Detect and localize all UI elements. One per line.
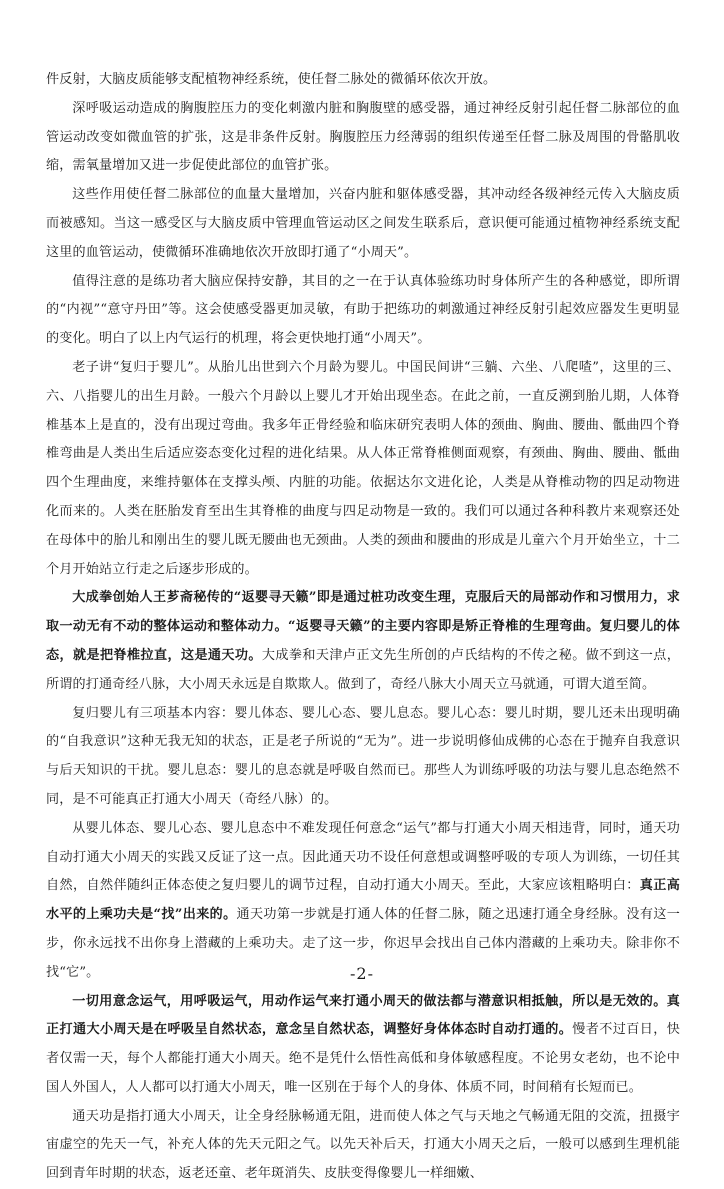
emphasized-text: 真正高水平的上乘功夫是“找”出来的。 (46, 878, 680, 923)
paragraph-text: 从婴儿体态、婴儿心态、婴儿息态中不难发现任何意念“运气”都与打通大小周天相违背，同时，通天功自动打通大小周天的实践又反证了这一点。因此通天功不设任何意想或调整呼吸的专项人为训练，一切任其自然，自然伴随纠正体态使之复归婴儿的调节过程，自动打通大小周天。至此，大家应该粗略明白： (46, 820, 680, 894)
paragraph-text: 深呼吸运动造成的胸腹腔压力的变化刺激内脏和胸腹壁的感受器，通过神经反射引起任督二脉部位的血管运动改变如微血管的扩张，这是非条件反射。胸腹腔压力经薄弱的组织传递至任督二脉及周围的骨骼肌收缩，需氧量增加又进一步促使此部位的血管扩张。 (46, 100, 680, 174)
paragraph-text: 大成拳和天津卢正文先生所创的卢氏结构的不传之秘。做不到这一点，所谓的打通奇经八脉，大小周天永远是自欺欺人。做到了，奇经八脉大小周天立马就通，可谓大道至简。 (46, 647, 680, 692)
paragraph-text: 通天功是指打通大小周天，让全身经脉畅通无阻，进而使人体之气与天地之气畅通无阻的交流，扭摄宇宙虚空的先天一气，补充人体的先天元阳之气。以先天补后天，打通大小周天之后，一般可以感到生理机能回到青年时期的状态，返老还童、老年斑消失、皮肤变得像婴儿一样细嫩、 (46, 1108, 680, 1182)
emphasized-text: 大成拳创始人王芗斋秘传的“返婴寻天籁”即是通过桩功改变生理，克服后天的局部动作和习惯用力，求取一动无有不动的整体运动和整体动力。“返婴寻天籁”的主要内容即是矫正脊椎的生理弯曲。复归婴儿的体态，就是把脊椎拉直，这是通天功。 (46, 590, 680, 663)
paragraph (46, 354, 680, 584)
paragraph (46, 700, 680, 815)
paragraph (46, 95, 680, 181)
paragraph-text: 复归婴儿有三项基本内容：婴儿体态、婴儿心态、婴儿息态。婴儿心态：婴儿时期，婴儿还未出现明确的“自我意识”这种无我无知的状态，正是老子所说的“无为”。进一步说明修仙成佛的心态在于抛弃自我意识与后天知识的干扰。婴儿息态：婴儿的息态就是呼吸自然而已。那些人为训练呼吸的功法与婴儿息态绝然不同，是不可能真正打通大小周天（奇经八脉）的。 (46, 705, 680, 807)
paragraph (46, 1103, 680, 1189)
paragraph-text: 慢者不过百日，快者仅需一天，每个人都能打通大小周天。绝不是凭什么悟性高低和身体敏感程度。不论男女老幼，也不论中国人外国人，人人都可以打通大小周天，唯一区别在于每个人的身体、体质不同，时间稍有长短而已。 (46, 1022, 680, 1095)
paragraph (46, 66, 680, 95)
paragraph (46, 268, 680, 354)
paragraph-text: 这些作用使任督二脉部位的血量大量增加，兴奋内脏和躯体感受器，其冲动经各级神经元传入大脑皮质而被感知。当这一感受区与大脑皮质中管理血管运动区之间发生联系后，意识便可能通过植物神经系统支配这里的血管运动，使微循环准确地依次开放即打通了“小周天”。 (46, 187, 680, 260)
paragraph-text: 值得注意的是练功者大脑应保持安静，其目的之一在于认真体验练功时身体所产生的各种感觉，即所谓的“内视”“意守丹田”等。这会使感受器更加灵敏，有助于把练功的刺激通过神经反射引起效应器发生更明显的变化。明白了以上内气运行的机理，将会更快地打通“小周天”。 (46, 273, 680, 347)
body-text (46, 66, 680, 1189)
page-number: -2- (350, 964, 374, 983)
paragraph-text: 件反射，大脑皮质能够支配植物神经系统，使任督二脉处的微循环依次开放。 (46, 72, 497, 87)
paragraph (46, 584, 680, 699)
paragraph-text: 通天功第一步就是打通人体的任督二脉，随之迅速打通全身经脉。没有这一步，你永远找不出你身上潜藏的上乘功夫。走了这一步，你迟早会找出自己体内潜藏的上乘功夫。除非你不找“它”。 (46, 907, 681, 980)
paragraph (46, 181, 680, 267)
emphasized-text: 一切用意念运气，用呼吸运气，用动作运气来打通小周天的做法都与潜意识相抵触，所以是无效的。真正打通大小周天是在呼吸呈自然状态，意念呈自然状态，调整好身体体态时自动打通的。 (46, 993, 680, 1038)
paragraph (46, 815, 680, 988)
paragraph (46, 988, 680, 1103)
paragraph-text: 老子讲“复归于婴儿”。从胎儿出世到六个月龄为婴儿。中国民间讲“三躺、六坐、八爬喳”，这里的三、六、八指婴儿的出生月龄。一般六个月龄以上婴儿才开始出现坐态。在此之前，一直反溯到胎儿期，人体脊椎基本上是直的，没有出现过弯曲。我多年正骨经验和临床研究表明人体的颈曲、胸曲、腰曲、骶曲四个脊椎弯曲是人类出生后适应姿态变化过程的进化结果。从人体正常脊椎侧面观察，有颈曲、胸曲、腰曲、骶曲四个生理曲度，来维持躯体在支撑头颅、内脏的功能。依据达尔文进化论，人类是从脊椎动物的四足动物进化而来的。人类在胚胎发育至出生其脊椎的曲度与四足动物是一致的。我们可以通过各种科教片来观察还处在母体中的胎儿和刚出生的婴儿既无腰曲也无颈曲。人类的颈曲和腰曲的形成是儿童六个月开始坐立，十二个月开始站立行走之后逐步形成的。 (46, 359, 680, 577)
